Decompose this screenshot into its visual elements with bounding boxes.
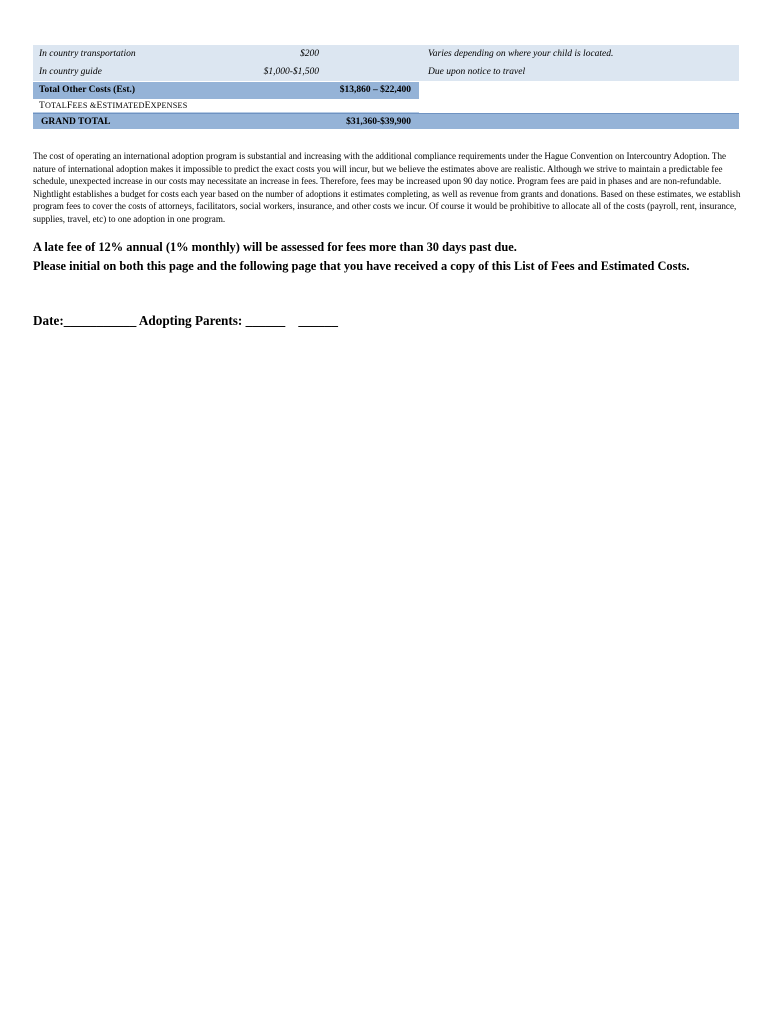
parent-initial-field-2[interactable]: ______ bbox=[298, 313, 338, 328]
date-field[interactable]: ___________ bbox=[63, 313, 137, 328]
grand-total-label: GRAND TOTAL bbox=[41, 116, 111, 127]
cost-explanation-paragraph: The cost of operating an international adoption program is substantial and increasing with the additional compliance requirements under the Hague Convention on Intercountry Adoption. The nature of international adoption makes it impossible to predict the exact costs you will incur, but we believe the estimates above are realistic. Although we strive to maintain a predictable fee schedule, unexpected increase in our costs may necessitate an increase in fees. Therefore, fees may be increased upon 90 day notice. Program fees are paid in phases and are non-refundable. Nightlight establishes a budget for costs each year based on the number of adoptions it estimates completing, as well as revenue from grants and donations. Based on these estimates, we establish program fees to cover the costs of attorneys, facilitators, social workers, insurance, and other costs we incur. Of course it would be prohibitive to allocate all of the costs (payroll, rent, insurance, supplies, travel, etc) to one adoption in one program. bbox=[33, 151, 741, 224]
fee-item-name: In country guide bbox=[39, 67, 102, 77]
section-heading-row bbox=[33, 99, 419, 113]
fee-item-name: In country transportation bbox=[39, 49, 136, 59]
fee-item-note: Due upon notice to travel bbox=[428, 67, 526, 77]
subtotal-label: Total Other Costs (Est.) bbox=[39, 85, 136, 95]
fee-item-note: Varies depending on where your child is located. bbox=[428, 49, 614, 59]
table-row bbox=[33, 45, 739, 63]
adopting-parents-label: Adopting Parents: bbox=[138, 313, 243, 328]
parent-initial-field-1[interactable]: ______ bbox=[245, 313, 286, 328]
fee-table bbox=[33, 45, 739, 129]
fee-item-amount: $1,000-$1,500 bbox=[263, 67, 319, 77]
late-fee-notice: A late fee of 12% annual (1% monthly) will be assessed for fees more than 30 days past due. bbox=[33, 240, 517, 254]
section-heading: T OTAL F EES & E STIMATED E XPENSES bbox=[39, 100, 188, 111]
table-row bbox=[33, 63, 739, 81]
subtotal-amount: $13,860 – $22,400 bbox=[339, 85, 411, 95]
fee-item-amount: $200 bbox=[300, 49, 319, 59]
date-label: Date: bbox=[33, 313, 64, 328]
signature-line bbox=[33, 313, 338, 329]
grand-total-amount: $31,360-$39,900 bbox=[346, 116, 411, 127]
initial-instruction: Please initial on both this page and the following page that you have received a copy of this List of Fees and Estimated Costs. bbox=[33, 259, 690, 273]
grand-total-row bbox=[33, 113, 739, 129]
subtotal-row bbox=[33, 81, 739, 99]
